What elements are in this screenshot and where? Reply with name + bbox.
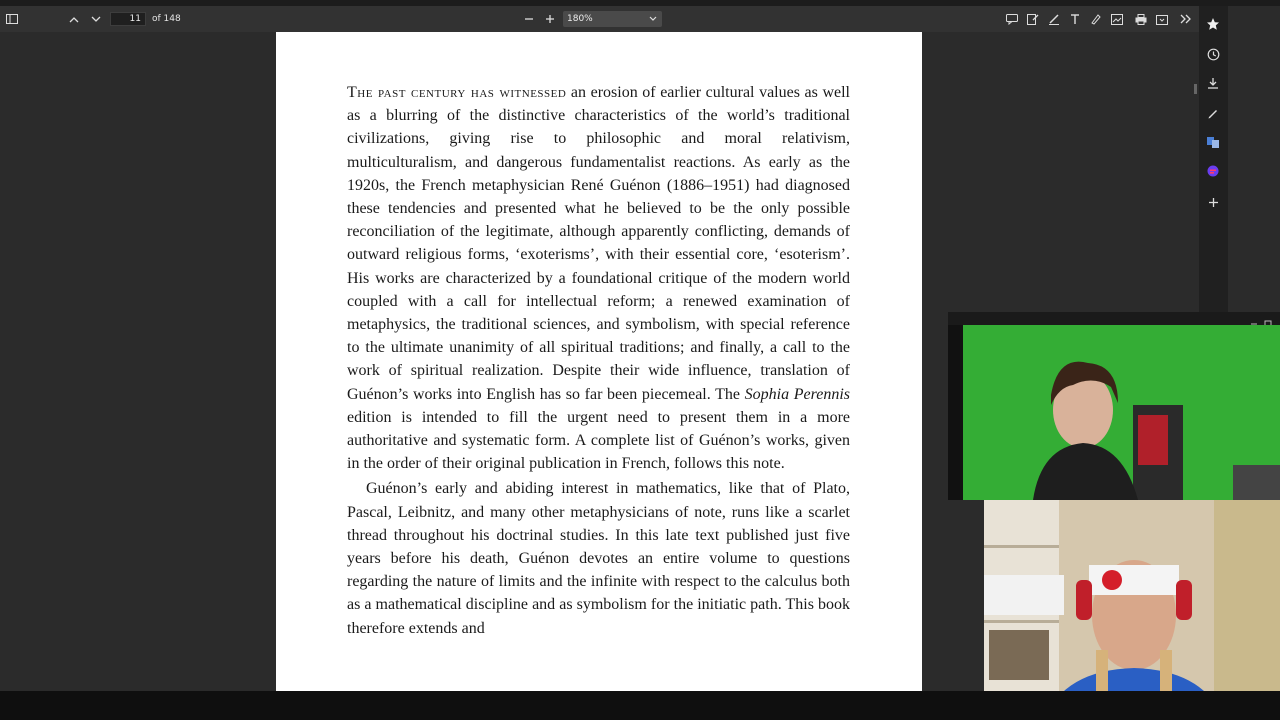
taskbar-strip xyxy=(0,691,1280,720)
image-icon[interactable] xyxy=(1109,6,1125,32)
comment-icon[interactable] xyxy=(1004,6,1020,32)
highlight-icon[interactable] xyxy=(1088,6,1104,32)
star-icon[interactable] xyxy=(1205,16,1221,32)
pdf-toolbar xyxy=(0,6,1200,32)
italic-title: Sophia Perennis xyxy=(744,385,850,403)
chevron-down-icon xyxy=(649,11,657,33)
print-icon[interactable] xyxy=(1133,6,1149,32)
page-number-input[interactable]: 11 xyxy=(110,12,146,26)
pen-icon[interactable] xyxy=(1205,105,1221,121)
sidebar-toggle-icon[interactable] xyxy=(4,6,20,32)
pdf-page xyxy=(276,32,922,691)
plus-icon[interactable] xyxy=(1205,194,1221,210)
webcam-feed-green-screen xyxy=(963,325,1280,500)
browser-sidebar xyxy=(1199,6,1228,312)
page-count-label: of 148 xyxy=(152,14,181,24)
save-icon[interactable] xyxy=(1154,6,1170,32)
zoom-value: 180% xyxy=(567,14,593,24)
history-icon[interactable] xyxy=(1205,46,1221,62)
webcam-window-titlebar xyxy=(948,312,1280,325)
webcam-feed-streamer xyxy=(984,500,1280,720)
draw-icon[interactable] xyxy=(1046,6,1062,32)
download-icon[interactable] xyxy=(1205,75,1221,91)
more-tools-icon[interactable] xyxy=(1178,6,1194,32)
paragraph-1-text-b: edition is intended to fill the urgent need to present them in a more authoritative and systematic form. A complete list of Guénon’s works, given in the order of their original publication in French, follows this note. xyxy=(347,408,850,473)
page-text xyxy=(347,81,850,640)
next-page-icon[interactable] xyxy=(89,6,103,32)
zoom-select[interactable] xyxy=(563,11,662,27)
edit-document-icon[interactable] xyxy=(1025,6,1041,32)
translate-icon[interactable] xyxy=(1205,134,1221,150)
paragraph-lead-smallcaps: The past century has witnessed xyxy=(347,84,567,101)
previous-page-icon[interactable] xyxy=(67,6,81,32)
paragraph-1-text-a: an erosion of earlier cultural values as well as a blurring of the distinctive characteristics of the world’s traditional civilizations, giving rise to philosophic and moral relativism, multiculturalism, and dangerous fundamentalist reactions. As early as the 1920s, the French metaphysician René Guénon (1886–1951) had diagnosed these tendencies and presented what he believed to be the only possible reconciliation of the legitimate, although apparently conflicting, demands of outward religious forms, ‘exoterisms’, with their essential core, ‘esoterism’. His works are characterized by a foundational critique of the modern world coupled with a call for intellectual reform; a renewed examination of metaphysics, the traditional sciences, and symbolism, with special reference to the ultimate unanimity of all spiritual traditions; and finally, a call to the work of spiritual realization. Despite their wide influence, translation of Guénon’s works into English has so far been piecemeal. The xyxy=(347,84,850,403)
scrollbar-thumb[interactable] xyxy=(1194,84,1197,94)
zoom-out-icon[interactable] xyxy=(522,6,536,32)
paragraph-1 xyxy=(347,81,850,475)
paragraph-2: Guénon’s early and abiding interest in mathematics, like that of Plato, Pascal, Leibnitz, and many other metaphysicians of note, runs like a scarlet thread throughout his doctrinal studies. In this late text published just five years before his death, Guénon devotes an entire volume to questions regarding the nature of limits and the infinite with respect to the calculus both as a mathematical discipline and as symbolism for the initiatic path. This book therefore extends and xyxy=(347,480,850,637)
zoom-in-icon[interactable] xyxy=(543,6,557,32)
extension-icon[interactable] xyxy=(1205,163,1221,179)
text-icon[interactable] xyxy=(1067,6,1083,32)
